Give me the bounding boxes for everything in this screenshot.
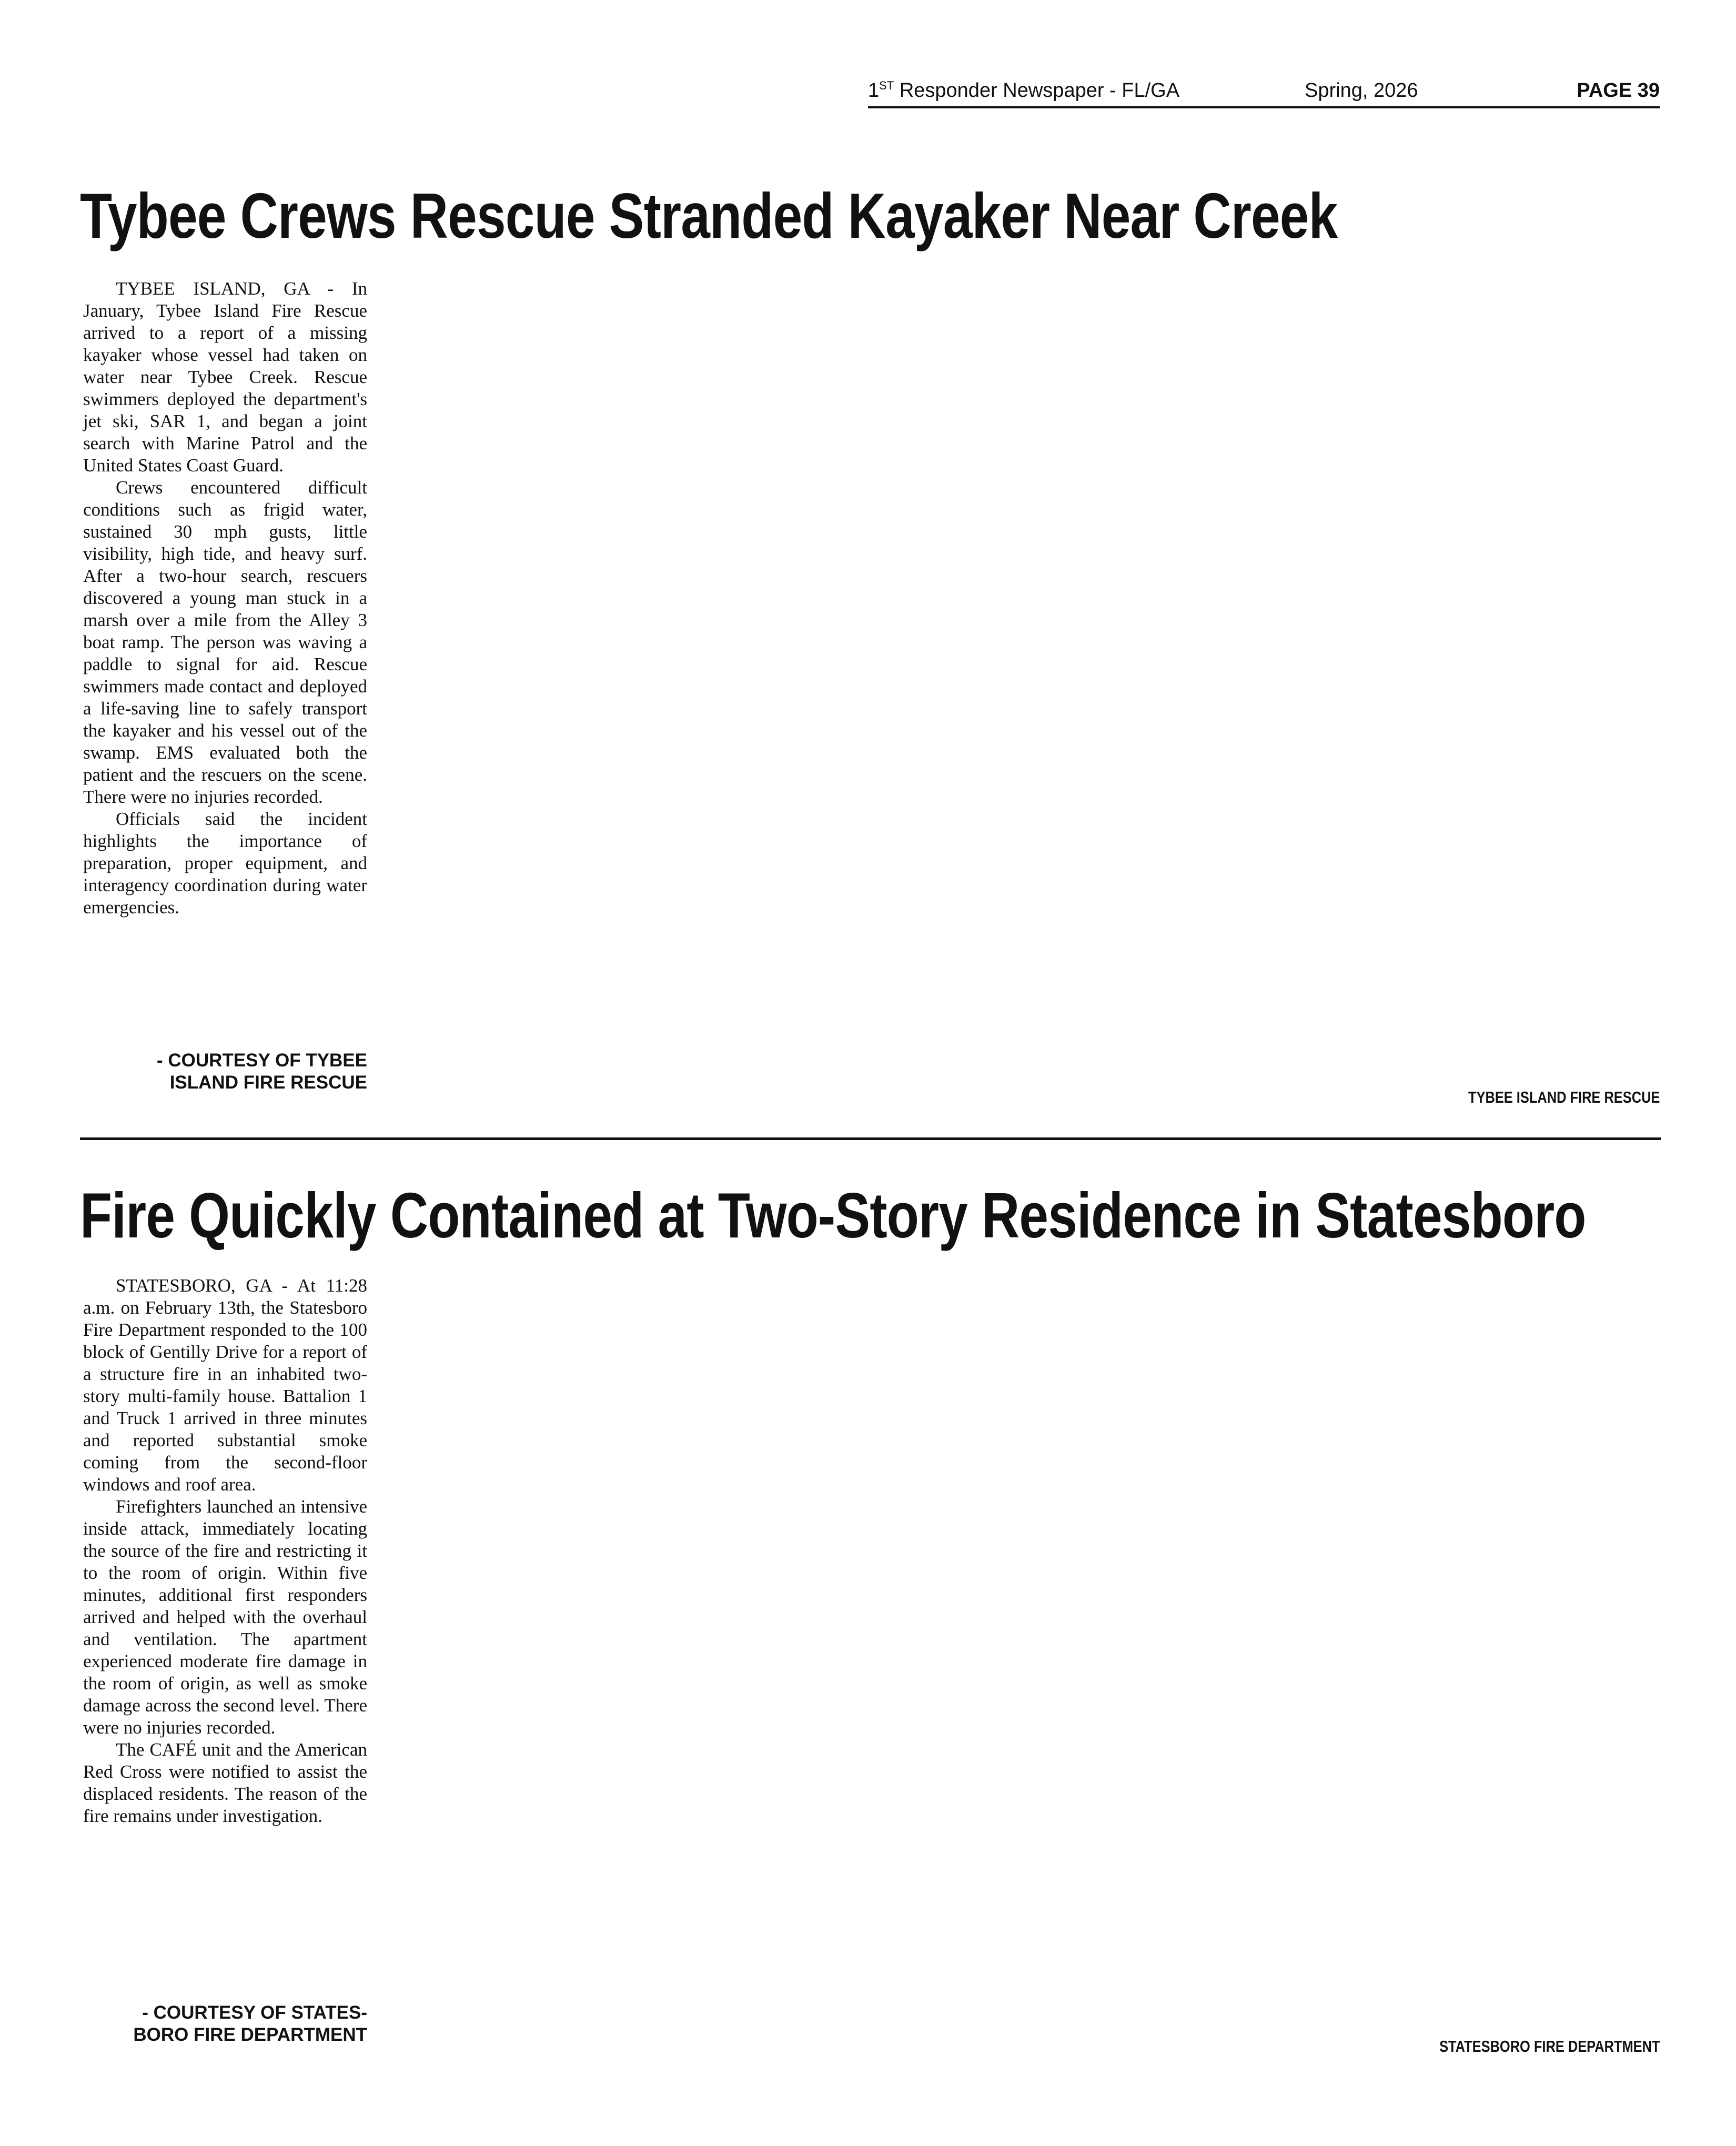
- article-1-paragraph-1-part-b: SAR 1, and began a joint search with Marine Patrol and the United States Coast Guard.: [83, 411, 368, 476]
- article-1-credit: [83, 1050, 367, 1094]
- article-2-photo: [400, 1273, 1660, 2031]
- article-1-paragraph-2-part-b: heavy surf. After a two-hour search, rescuers discovered a young man stuck in a marsh over a mile from the Alley 3 boat ramp. The person was waving a paddle to signal for aid. Rescue swimmers made contact and deployed a life-saving line to safely transport the kayaker and his vessel out of the swamp. EMS evaluated both the patient and the rescuers on the scene. There were no injuries recorded.: [83, 543, 368, 807]
- article-1-paragraph-2-part-a: Crews encountered difficult conditions such as frigid water, sustained 30 mph gusts, little visibility, high tide, and: [83, 477, 367, 564]
- publication-superscript: ST: [879, 79, 894, 92]
- publication-prefix: 1: [868, 79, 880, 102]
- article-1-body: [83, 278, 367, 919]
- article-2-headline: Fire Quickly Contained at Two-Story Residence in Statesboro: [80, 1180, 1586, 1251]
- publication-title: Responder Newspaper - FL/GA: [899, 79, 1180, 102]
- article-2-paragraph-1-part-c: minutes and reported substantial smoke coming from the second-floor windows and roof area.: [83, 1408, 367, 1495]
- page-number: PAGE 39: [1577, 79, 1660, 102]
- article-2-photo-caption: STATESBORO FIRE DEPARTMENT: [1439, 2037, 1660, 2056]
- article-1-paragraph-2: [83, 477, 367, 808]
- article-divider: [80, 1137, 1661, 1140]
- article-1-credit-line-1: - COURTESY OF TYBEE: [157, 1050, 367, 1071]
- article-2-credit-line-1: - COURTESY OF STATES-: [142, 2002, 367, 2023]
- article-2-body: [83, 1275, 367, 1827]
- article-2-paragraph-3: The CAFÉ unit and the American Red Cross were notified to assist the displaced residents. The reason of the fire remains under investigation.: [83, 1739, 367, 1826]
- article-1-photo-caption: TYBEE ISLAND FIRE RESCUE: [1468, 1088, 1660, 1106]
- article-1-photo: [400, 274, 1660, 1084]
- article-2-paragraph-2: Firefighters launched an intensive inside attack, immediately locating the source of the fire and restricting it to the room of origin. Within five minutes, additional first responders arrived and helped with the overhaul and ventilation. The apartment experienced moderate fire damage in the room of origin, as well as smoke damage across the second level. There were no injuries recorded.: [83, 1496, 367, 1738]
- article-2-paragraph-1: [83, 1275, 367, 1496]
- article-1-paragraph-1-part-a: TYBEE ISLAND, GA - In January, Tybee Island Fire Rescue arrived to a report of a missing kayaker whose vessel had taken on water near Tybee Creek. Rescue swimmers deployed the department's jet ski,: [83, 278, 367, 431]
- issue-season: Spring, 2026: [1305, 79, 1418, 102]
- article-1-paragraph-3: Officials said the incident highlights the importance of preparation, proper equipment, and interagency coordination during water emergencies.: [83, 809, 367, 918]
- publication-name: [868, 79, 1179, 102]
- article-2-paragraph-1-part-a: STATESBORO, GA - At 11:28: [116, 1275, 367, 1296]
- article-2-credit: [83, 2002, 367, 2046]
- article-1-credit-line-2: ISLAND FIRE RESCUE: [169, 1072, 367, 1093]
- article-2-paragraph-1-part-b: a.m. on February 13th, the Statesboro Fire Department responded to the 100 block of Gentilly Drive for a report of a structure fire in an inhabited two-story multi-family house. Battalion 1 and Truck 1 arrived in three: [83, 1297, 367, 1428]
- article-1-paragraph-1: [83, 278, 367, 477]
- article-1-headline: Tybee Crews Rescue Stranded Kayaker Near Creek: [80, 180, 1338, 251]
- page-header: [868, 79, 1660, 108]
- article-2-credit-line-2: BORO FIRE DEPARTMENT: [133, 2024, 367, 2045]
